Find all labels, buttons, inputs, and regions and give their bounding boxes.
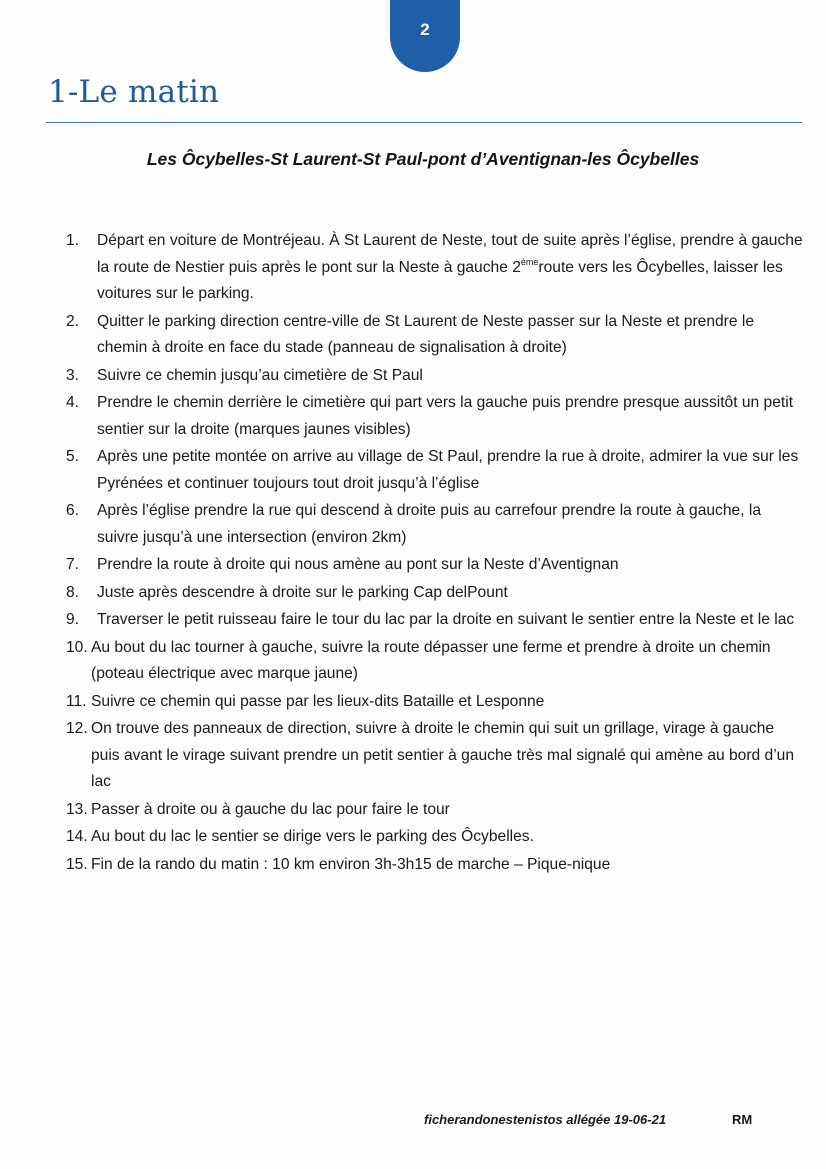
step-2: [66, 309, 806, 362]
step-text: Suivre ce chemin qui passe par les lieux-dits Bataille et Lesponne: [91, 692, 545, 710]
step-13: [66, 797, 806, 824]
step-text: Départ en voiture de Montréjeau. À St Laurent de Neste, tout de suite après l’église, prendre à gauche la route de Nestier puis après le pont sur la Neste à gauche 2: [97, 232, 803, 276]
step-text: Prendre la route à droite qui nous amène au pont sur la Neste d’Aventignan: [97, 556, 619, 573]
itinerary-steps: [66, 228, 806, 879]
section-title: 1-Le matin: [48, 74, 220, 110]
step-number: 1.: [66, 232, 80, 249]
step-3: [66, 363, 806, 390]
step-6: [66, 498, 806, 551]
step-number: 9.: [66, 611, 80, 628]
step-number: 11.: [66, 692, 87, 710]
step-7: [66, 552, 806, 579]
step-number: 2.: [66, 312, 80, 330]
step-number: 12.: [66, 720, 88, 737]
step-9: [66, 607, 806, 634]
step-text: Traverser le petit ruisseau faire le tour du lac par la droite en suivant le sentier entre la Neste et le lac: [97, 611, 795, 628]
step-number: 4.: [66, 394, 80, 411]
ordinal-superscript: ème: [520, 256, 539, 267]
step-text: Suivre ce chemin jusqu’au cimetière de St Paul: [97, 366, 423, 384]
step-text-cont: route vers les Ôcybelles, laisser les voitures sur le parking.: [97, 258, 783, 302]
step-5: [66, 444, 806, 497]
route-subtitle: Les Ôcybelles-St Laurent-St Paul-pont d’Aventignan-les Ôcybelles: [146, 149, 700, 169]
step-number: 3.: [66, 366, 80, 384]
footer-filename: ficherandonestenistos allégée 19-06-21: [424, 1112, 667, 1127]
step-text: Après une petite montée on arrive au village de St Paul, prendre la rue à droite, admirer la vue sur les Pyrénées et continuer toujours tout droit jusqu’à l’église: [97, 448, 799, 492]
footer-initials: RM: [732, 1112, 753, 1127]
step-10: [66, 635, 806, 688]
page-number-badge: [390, 0, 460, 72]
step-text: Quitter le parking direction centre-ville de St Laurent de Neste passer sur la Neste et prendre le chemin à droite en face du stade (panneau de signalisation à droite): [97, 312, 755, 356]
step-number: 6.: [66, 502, 80, 519]
step-number: 7.: [66, 556, 80, 573]
step-text: Après l’église prendre la rue qui descend à droite puis au carrefour prendre la route à gauche, la suivre jusqu’à une intersection (environ 2km): [97, 502, 762, 546]
step-number: 5.: [66, 448, 80, 465]
step-text: On trouve des panneaux de direction, suivre à droite le chemin qui suit un grillage, virage à gauche puis avant le virage suivant prendre un petit sentier à gauche très mal signalé qui amène au bord d’un lac: [91, 720, 795, 790]
title-divider: [46, 122, 802, 123]
step-number: 10.: [66, 638, 88, 656]
step-text: Au bout du lac tourner à gauche, suivre la route dépasser une ferme et prendre à droite un chemin (poteau électrique avec marque jaune): [91, 638, 771, 682]
step-15: [66, 852, 806, 879]
page-number: 2: [420, 20, 430, 39]
step-number: 15.: [66, 855, 88, 873]
step-text: Passer à droite ou à gauche du lac pour faire le tour: [91, 800, 450, 818]
step-8: [66, 580, 806, 607]
step-text: Au bout du lac le sentier se dirige vers le parking des Ôcybelles.: [91, 828, 534, 845]
step-text: Juste après descendre à droite sur le parking Cap delPount: [97, 583, 508, 601]
step-12: [66, 716, 806, 796]
step-4: [66, 390, 806, 443]
step-1: [66, 228, 806, 308]
step-text: Prendre le chemin derrière le cimetière qui part vers la gauche puis prendre presque aussitôt un petit sentier sur la droite (marques jaunes visibles): [97, 394, 794, 438]
step-text: Fin de la rando du matin : 10 km environ 3h-3h15 de marche – Pique-nique: [91, 855, 611, 873]
step-11: [66, 689, 806, 716]
step-number: 13.: [66, 800, 88, 818]
step-14: [66, 824, 806, 851]
step-number: 14.: [66, 828, 88, 845]
step-number: 8.: [66, 583, 80, 601]
